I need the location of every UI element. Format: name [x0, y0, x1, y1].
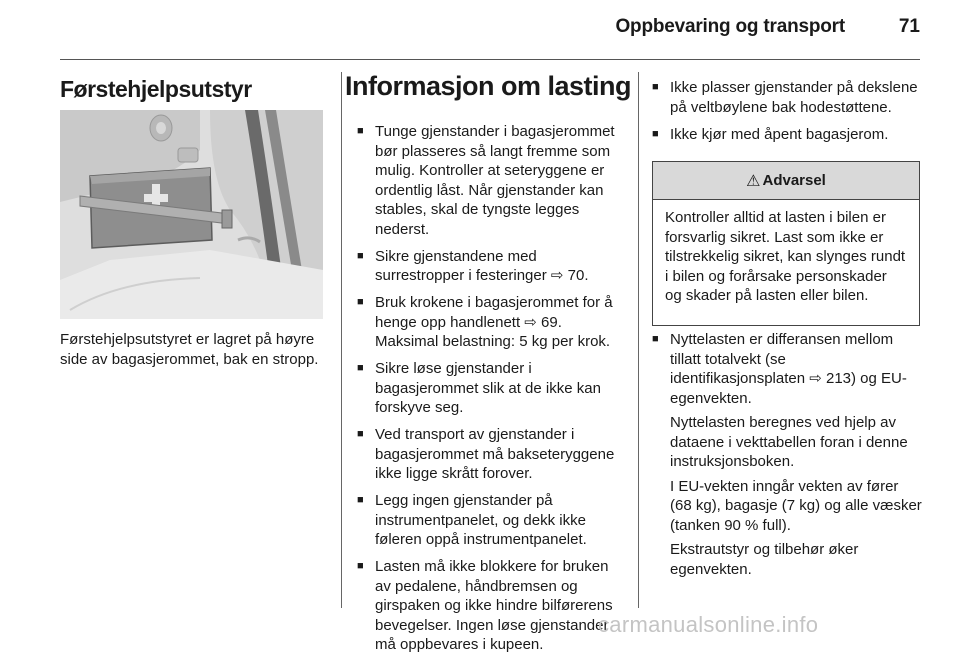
warning-box — [652, 161, 920, 326]
warning-title: Advarsel — [762, 172, 826, 189]
first-aid-heading: Førstehjelpsutstyr — [60, 76, 252, 102]
payload-paragraph: Ekstrautstyr og tilbehør øker egenvekten. — [670, 541, 859, 578]
header-divider — [60, 59, 920, 60]
list-item-text: Legg ingen gjenstander på instrumentpanelet, og dekk ikke føleren oppå instrumentpanelet. — [375, 492, 587, 548]
list-item — [357, 247, 627, 286]
list-item — [357, 557, 627, 655]
list-item — [652, 125, 924, 145]
list-item-text: Ikke kjør med åpent bagasjerom. — [670, 125, 889, 143]
loading-tips-list — [357, 122, 627, 662]
bullet-icon: ■ — [357, 494, 364, 506]
warning-triangle-icon: ⚠ — [746, 172, 761, 190]
list-item — [357, 122, 627, 239]
payload-paragraph: Nyttelasten beregnes ved hjelp av dataene i vekttabellen foran i denne instruksjonsboken. — [670, 414, 908, 470]
list-item — [652, 330, 924, 579]
list-item-text: Bruk krokene i bagasjerommet for å henge opp handlenett ⇨ 69. Maksimal belastning: 5 kg per krok. — [375, 294, 613, 350]
watermark-text: carmanualsonline.info — [598, 612, 819, 637]
list-item — [357, 293, 627, 352]
payload-list — [652, 330, 924, 587]
first-aid-kit-photo — [60, 110, 323, 319]
payload-paragraph: I EU-vekten inngår vekten av fører (68 kg), bagasje (7 kg) og alle væsker (tanken 90 % full). — [670, 477, 922, 534]
bullet-icon: ■ — [357, 362, 364, 374]
bullet-icon: ■ — [357, 428, 364, 440]
warning-text: Kontroller alltid at lasten i bilen er forsvarlig sikret. Last som ikke er tilstrekkelig sikret, kan slynges rundt i bilen og forårsake personskader og skader på lasten eller bilen. — [665, 209, 906, 304]
bullet-icon: ■ — [357, 125, 364, 137]
list-item-text: Sikre gjenstandene med surrestropper i festeringer ⇨ 70. — [375, 247, 589, 284]
list-item-text: Ved transport av gjenstander i bagasjerommet må bakseteryggene ikke ligge skrått forover. — [375, 426, 615, 482]
column-divider-left — [341, 72, 342, 608]
warning-header — [653, 162, 919, 200]
bullet-icon: ■ — [357, 560, 364, 572]
page-number: 71 — [898, 16, 920, 37]
section-title: Oppbevaring og transport — [615, 16, 845, 37]
list-item-text: Tunge gjenstander i bagasjerommet bør plasseres så langt fremme som mulig. Kontroller at seteryggene er ordentlig låst. Når gjenstander kan stables, skal de tyngste legges nederst. — [375, 123, 615, 238]
bullet-icon: ■ — [357, 249, 364, 262]
bullet-icon: ■ — [652, 333, 659, 345]
list-item — [357, 491, 627, 550]
loading-info-heading: Informasjon om lasting — [345, 71, 632, 101]
payload-paragraph: Nyttelasten er differansen mellom tillatt totalvekt (se identifikasjonsplaten ⇨ 213) og EU-egenvekten. — [670, 331, 907, 407]
list-item — [357, 425, 627, 484]
list-item — [652, 78, 924, 117]
bullet-icon: ■ — [652, 81, 659, 93]
photo-caption: Førstehjelpsutstyret er lagret på høyre side av bagasjerommet, bak en stropp. — [60, 331, 319, 368]
loading-tips-list-continued — [652, 78, 924, 152]
bullet-icon: ■ — [357, 296, 364, 308]
list-item-text: Lasten må ikke blokkere for bruken av pedalene, håndbremsen og girspaken og ikke hindre bilførerens bevegelser. Ingen løse gjenstander må oppbevares i kupeen. — [375, 558, 613, 653]
column-divider-right — [638, 72, 639, 608]
bullet-icon: ■ — [652, 127, 659, 140]
list-item-text: Ikke plasser gjenstander på dekslene på veltbøylene bak hodestøttene. — [670, 79, 918, 116]
list-item — [357, 359, 627, 418]
list-item-text: Sikre løse gjenstander i bagasjerommet slik at de ikke kan forskyve seg. — [375, 360, 601, 416]
